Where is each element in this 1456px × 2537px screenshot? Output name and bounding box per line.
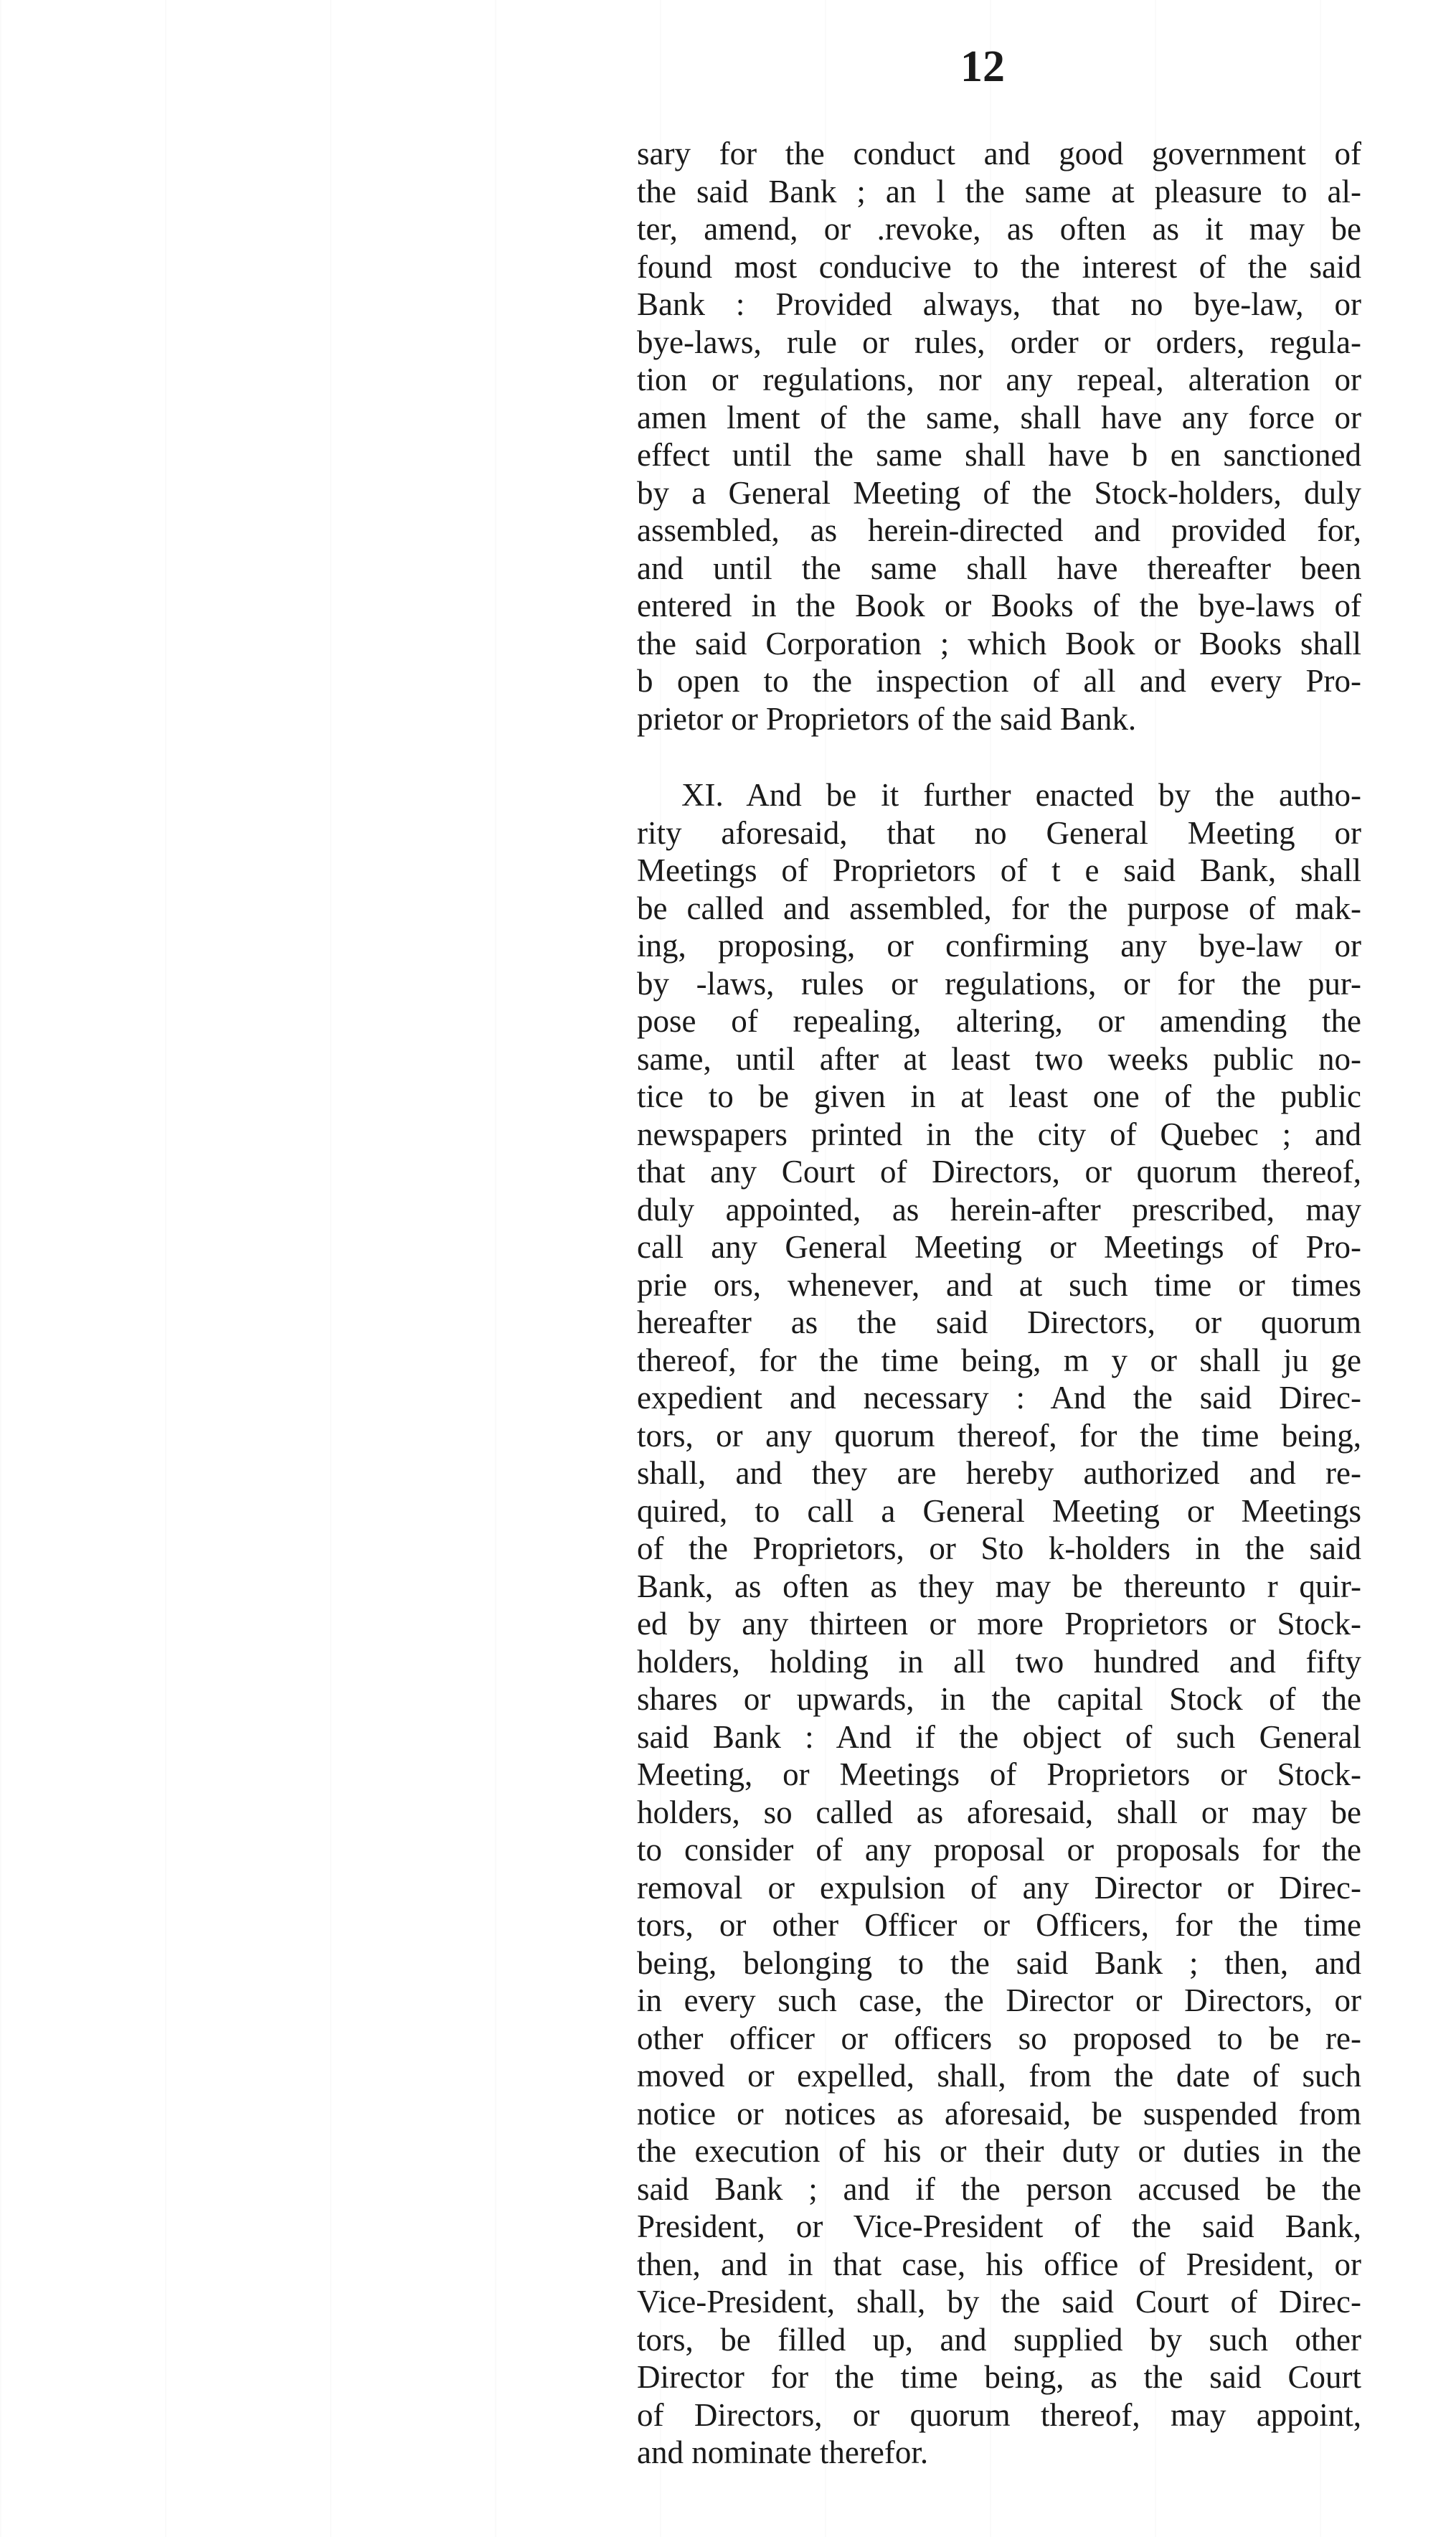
text-line: amen lment of the same, shall have any force or [637, 399, 1361, 436]
text-line: prie ors, whenever, and at such time or times [637, 1266, 1361, 1303]
text-line: other officer or officers so proposed to be re- [637, 2020, 1361, 2056]
text-line: the said Bank ; an l the same at pleasure to al- [637, 173, 1361, 210]
text-line: XI. And be it further enacted by the autho- [681, 777, 1361, 813]
text-line: quired, to call a General Meeting or Meetings [637, 1492, 1361, 1529]
text-line: and nominate therefor. [637, 2434, 929, 2470]
text-line: rity aforesaid, that no General Meeting or [637, 814, 1361, 851]
text-line: prietor or Proprietors of the said Bank. [637, 700, 1137, 737]
text-line: tors, or other Officer or Officers, for the time [637, 1907, 1361, 1943]
text-line: Meetings of Proprietors of t e said Bank, shall [637, 852, 1361, 888]
text-line: assembled, as herein-directed and provided for, [637, 512, 1361, 548]
text-line: President, or Vice-President of the said Bank, [637, 2208, 1361, 2244]
text-line: shall, and they are hereby authorized and re- [637, 1455, 1361, 1491]
text-line: bye-laws, rule or rules, order or orders, regula- [637, 324, 1361, 360]
text-line: said Bank : And if the object of such General [637, 1718, 1361, 1755]
text-line: then, and in that case, his office of President, or [637, 2246, 1361, 2282]
text-line: the execution of his or their duty or duties in the [637, 2133, 1361, 2169]
text-line: notice or notices as aforesaid, be suspended from [637, 2095, 1361, 2132]
text-line: same, until after at least two weeks public no- [637, 1040, 1361, 1077]
text-line: removal or expulsion of any Director or Direc- [637, 1869, 1361, 1906]
text-line: holders, holding in all two hundred and fifty [637, 1643, 1361, 1680]
text-line: Bank, as often as they may be thereunto r quir- [637, 1568, 1361, 1604]
text-line: in every such case, the Director or Directors, or [637, 1982, 1361, 2018]
text-line: Director for the time being, as the said Court [637, 2359, 1361, 2395]
text-line: expedient and necessary : And the said Direc- [637, 1380, 1361, 1416]
text-line: Meeting, or Meetings of Proprietors or Stock- [637, 1756, 1361, 1792]
text-line: being, belonging to the said Bank ; then, and [637, 1944, 1361, 1981]
text-line: tion or regulations, nor any repeal, alteration or [637, 362, 1361, 397]
text-line: holders, so called as aforesaid, shall or may be [637, 1794, 1361, 1830]
section-paragraph-continuation [637, 135, 1361, 738]
text-line: by a General Meeting of the Stock-holders, duly [637, 474, 1361, 511]
text-line: tice to be given in at least one of the public [637, 1078, 1361, 1114]
text-line: shares or upwards, in the capital Stock of the [637, 1681, 1361, 1717]
section-xi-paragraph [637, 776, 1361, 2472]
text-line: ed by any thirteen or more Proprietors or Stock- [637, 1606, 1361, 1642]
text-line: moved or expelled, shall, from the date of such [637, 2058, 1361, 2094]
text-line: and until the same shall have thereafter been [637, 550, 1361, 586]
text-line: be called and assembled, for the purpose of mak- [637, 890, 1361, 926]
text-line: thereof, for the time being, m y or shall ju ge [637, 1342, 1361, 1378]
text-line: that any Court of Directors, or quorum thereof, [637, 1154, 1361, 1190]
text-line: the said Corporation ; which Book or Books shall [637, 625, 1361, 662]
text-line: of the Proprietors, or Sto k-holders in the said [637, 1530, 1361, 1566]
text-line: effect until the same shall have b en sanctioned [637, 437, 1361, 473]
text-line: to consider of any proposal or proposals for the [637, 1832, 1361, 1868]
text-line: tors, or any quorum thereof, for the time being, [637, 1417, 1361, 1454]
text-line: of Directors, or quorum thereof, may appoint, [637, 2396, 1361, 2433]
text-line: entered in the Book or Books of the bye-laws of [637, 588, 1361, 623]
text-line: ing, proposing, or confirming any bye-law or [637, 928, 1361, 964]
text-line: duly appointed, as herein-after prescribed, may [637, 1191, 1361, 1228]
text-line: sary for the conduct and good government of [637, 136, 1361, 171]
text-line: tors, be filled up, and supplied by such other [637, 2321, 1361, 2358]
text-line: Bank : Provided always, that no bye-law, or [637, 286, 1361, 322]
text-line: by -laws, rules or regulations, or for the pur- [637, 965, 1361, 1002]
text-line: said Bank ; and if the person accused be the [637, 2170, 1361, 2207]
text-line: b open to the inspection of all and every Pro- [637, 663, 1361, 699]
text-line: found most conducive to the interest of the said [637, 248, 1361, 285]
text-line: ter, amend, or .revoke, as often as it may be [637, 211, 1361, 247]
text-line: Vice-President, shall, by the said Court of Direc- [637, 2284, 1361, 2320]
text-line: hereafter as the said Directors, or quorum [637, 1304, 1361, 1340]
text-line: pose of repealing, altering, or amending the [637, 1003, 1361, 1039]
text-line: newspapers printed in the city of Quebec ; and [637, 1116, 1361, 1152]
text-line: call any General Meeting or Meetings of Pro- [637, 1229, 1361, 1265]
page-number: 12 [960, 42, 1005, 91]
